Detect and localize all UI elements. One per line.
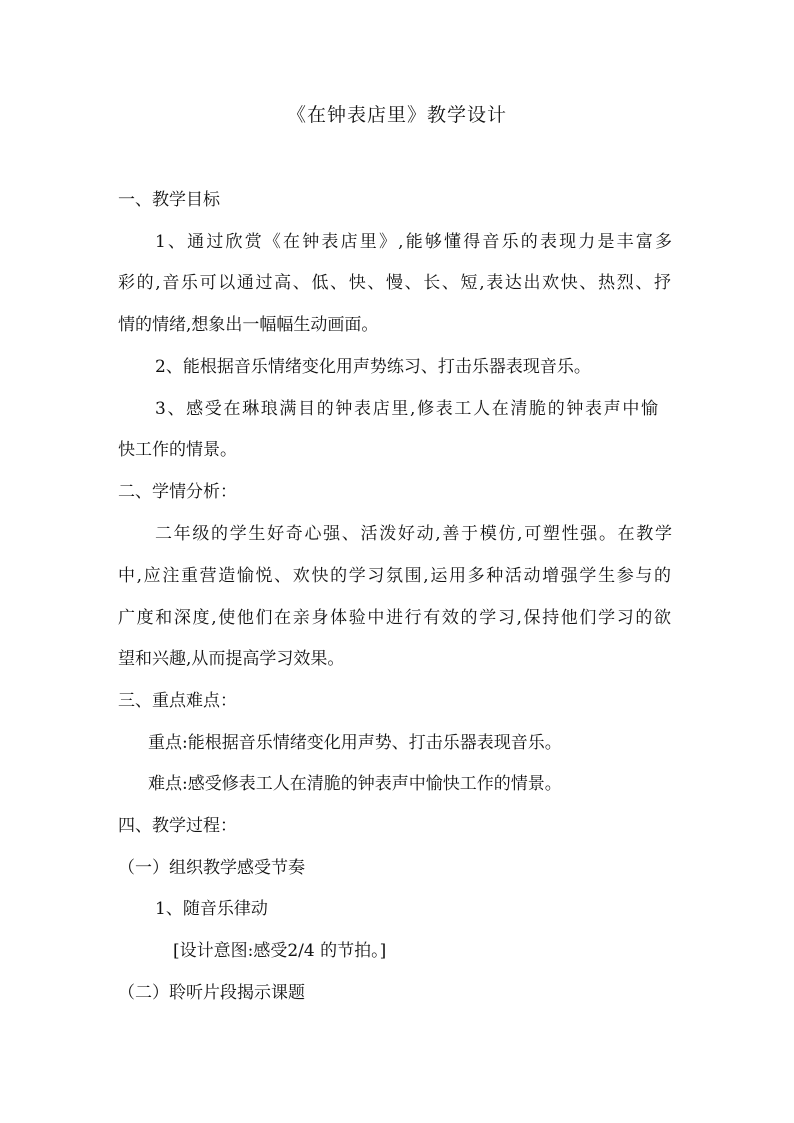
key-point: 重点:能根据音乐情绪变化用声势、打击乐器表现音乐。: [148, 733, 562, 753]
objective-3-line-1: 3、感受在琳琅满目的钟表店里,修表工人在清脆的钟表声中愉: [155, 399, 658, 419]
objective-1-line-1: 1、通过欣赏《在钟表店里》,能够懂得音乐的表现力是丰富多: [155, 232, 672, 252]
analysis-line-4: 望和兴趣,从而提高学习效果。: [118, 649, 345, 669]
process-part-1-item-1: 1、随音乐律动: [155, 899, 268, 919]
objective-3-line-2: 快工作的情景。: [118, 440, 237, 460]
section-heading-keypoints: 三、重点难点：: [118, 691, 237, 711]
objective-2: 2、能根据音乐情绪变化用声势练习、打击乐器表现音乐。: [155, 357, 591, 377]
difficulty-point: 难点:感受修表工人在清脆的钟表声中愉快工作的情景。: [148, 774, 562, 794]
section-heading-analysis: 二、学情分析：: [118, 482, 237, 502]
design-intent-note: [设计意图:感受2/4 的节拍。]: [173, 941, 387, 961]
document-title: 《在钟表店里》教学设计: [286, 104, 507, 126]
objective-1-line-2: 彩的,音乐可以通过高、低、快、慢、长、短,表达出欢快、热烈、抒: [118, 273, 671, 293]
process-part-2: （二）聆听片段揭示课题: [118, 983, 305, 1003]
analysis-line-1: 二年级的学生好奇心强、活泼好动,善于模仿,可塑性强。在教学: [155, 524, 672, 544]
objective-1-line-3: 情的情绪,想象出一幅幅生动画面。: [118, 315, 379, 335]
section-heading-objectives: 一、教学目标: [118, 190, 220, 210]
section-heading-process: 四、教学过程：: [118, 816, 237, 836]
process-part-1: （一）组织教学感受节奏: [118, 858, 305, 878]
analysis-line-2: 中,应注重营造愉悦、欢快的学习氛围,运用多种活动增强学生参与的: [118, 566, 671, 586]
analysis-line-3: 广度和深度,使他们在亲身体验中进行有效的学习,保持他们学习的欲: [118, 608, 671, 628]
